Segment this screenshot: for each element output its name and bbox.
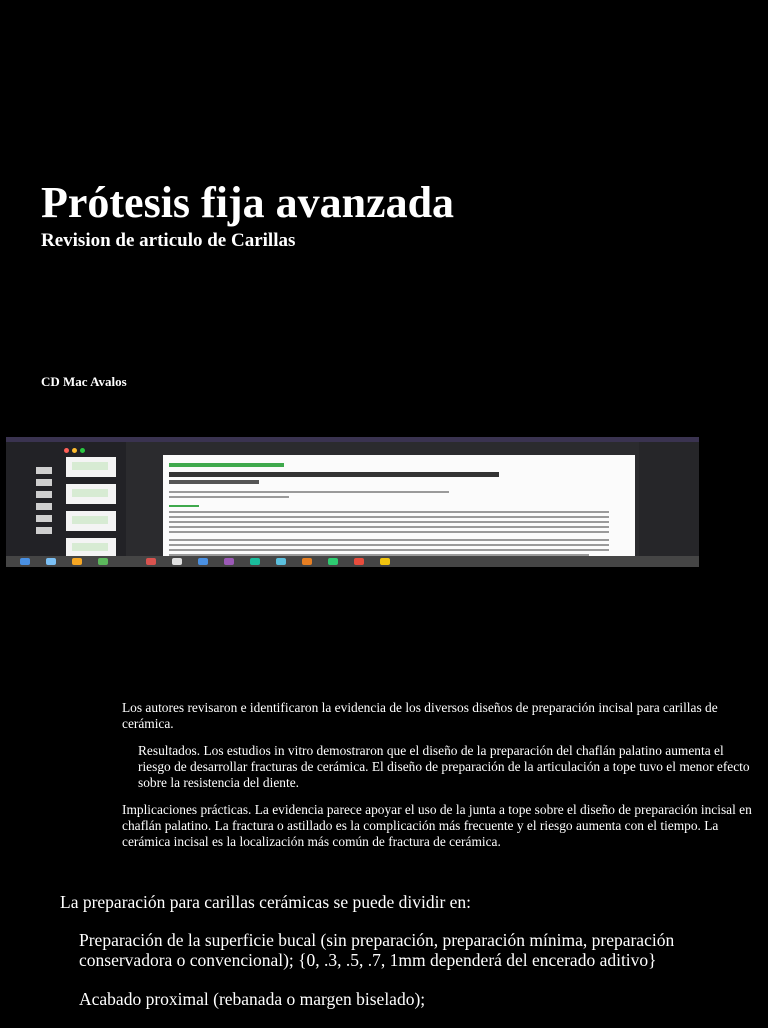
slide-subtitle: Revision de articulo de Carillas — [41, 230, 296, 251]
preparation-section — [60, 892, 750, 1028]
page-thumbnail — [66, 484, 116, 504]
screenshot-dock — [6, 556, 699, 567]
screenshot-right-panel — [639, 442, 699, 567]
page-thumbnail — [66, 538, 116, 558]
page-thumbnail — [66, 511, 116, 531]
abstract-objective: Los autores revisaron e identificaron la evidencia de los diversos diseños de preparación incisal para carillas de cerámica. — [122, 700, 718, 731]
article-subheading-bar — [169, 480, 259, 484]
section-header-bar — [169, 463, 284, 467]
slide-title: Prótesis fija avanzada — [41, 178, 455, 227]
abstract-results: Resultados. Los estudios in vitro demostraron que el diseño de la preparación del chaflán palatino aumenta el riesgo de desarrollar fracturas de cerámica. El diseño de preparación de la articulación a tope tuvo el menor efecto sobre la resistencia del diente. — [138, 743, 750, 790]
author-name: CD Mac Avalos — [41, 374, 127, 389]
close-dot-icon — [64, 448, 69, 453]
preparation-item: Acabado proximal (rebanada o margen biselado); — [79, 989, 426, 1009]
abstract-implications: Implicaciones prácticas. La evidencia parece apoyar el uso de la junta a tope sobre el diseño de preparación incisal en chaflán palatino. La fractura o astillado es la complicación más frecuente y el riesgo aumenta con el tiempo. La cerámica incisal es la localización más común de fractura de cerámica. — [122, 802, 752, 849]
article-heading-bar — [169, 472, 499, 477]
preparation-lead: La preparación para carillas cerámicas se puede dividir en: — [60, 892, 472, 912]
zoom-dot-icon — [80, 448, 85, 453]
article-abstract — [122, 700, 758, 850]
preparation-item: Preparación de la superficie bucal (sin preparación, preparación mínima, preparación conservadora o convencional); {0, .3, .5, .7, 1mm dependerá del encerado aditivo} — [79, 930, 675, 970]
article-screenshot-image — [6, 437, 699, 567]
screenshot-article-page — [163, 455, 635, 567]
page-thumbnail — [66, 457, 116, 477]
minimize-dot-icon — [72, 448, 77, 453]
